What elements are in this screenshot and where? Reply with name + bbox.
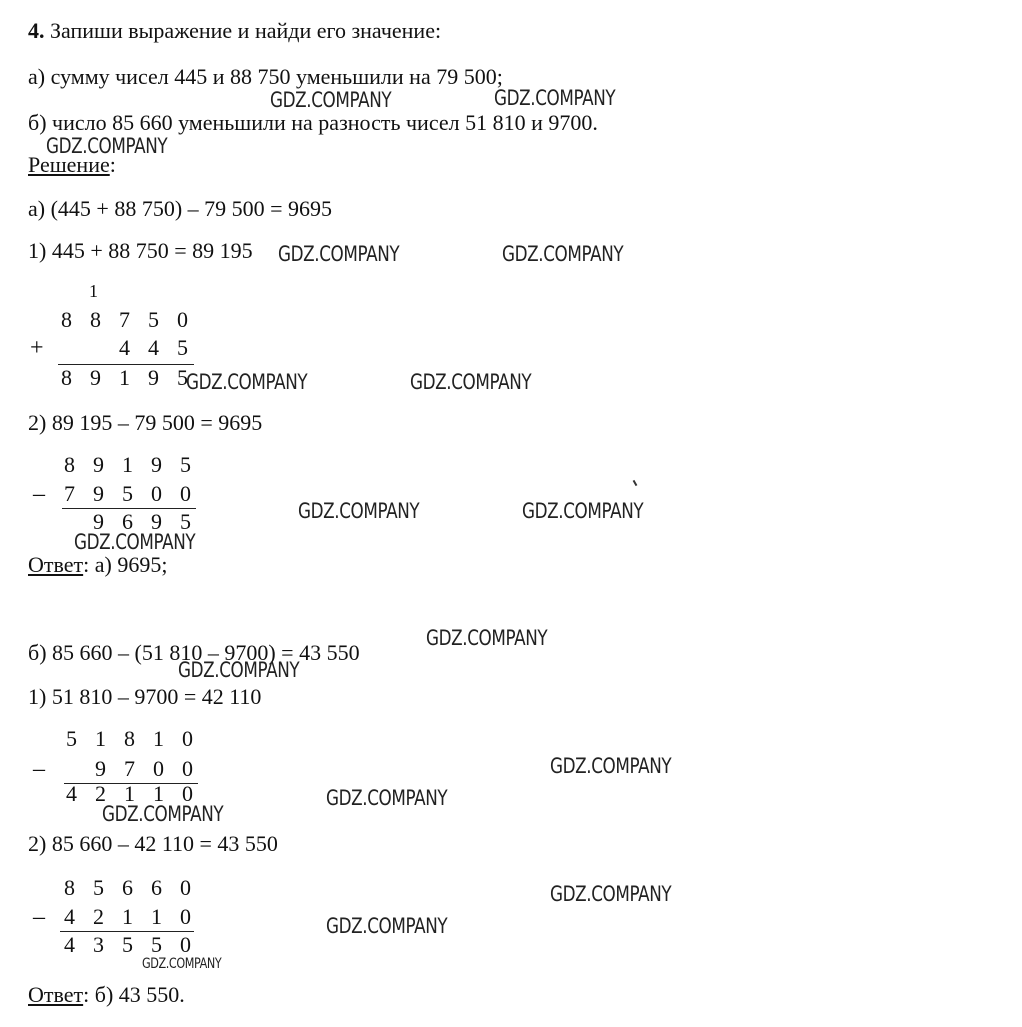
- a-add-top-row: [52, 306, 197, 334]
- digit: 0: [180, 932, 191, 957]
- digit: 8: [61, 307, 72, 332]
- b-step1: 1) 51 810 – 9700 = 42 110: [28, 684, 262, 709]
- watermark: GDZ.COMPANY: [270, 88, 392, 112]
- b-sub1-top-row: [57, 725, 202, 753]
- digit: 7: [124, 756, 135, 781]
- task-part-a: а) сумму чисел 445 и 88 750 уменьшили на 79 500;: [28, 64, 503, 89]
- digit: 1: [153, 781, 164, 806]
- digit: 5: [66, 726, 77, 751]
- b-sub2-result-row: [55, 931, 200, 959]
- solution-label: Решение: [28, 152, 110, 177]
- digit: 1: [119, 365, 130, 390]
- a-answer: [28, 552, 167, 578]
- digit: 6: [151, 875, 162, 900]
- b-expression: б) 85 660 – (51 810 – 9700) = 43 550: [28, 640, 360, 665]
- digit: 8: [124, 726, 135, 751]
- a-sub-bottom-row: [55, 480, 200, 508]
- digit: 8: [64, 452, 75, 477]
- digit: 1: [153, 726, 164, 751]
- digit: 0: [182, 726, 193, 751]
- digit: 0: [151, 481, 162, 506]
- digit: 8: [61, 365, 72, 390]
- watermark: GDZ.COMPANY: [74, 530, 196, 554]
- b-step2: 2) 85 660 – 42 110 = 43 550: [28, 831, 278, 856]
- digit: 1: [122, 904, 133, 929]
- watermark: GDZ.COMPANY: [46, 134, 168, 158]
- watermark: GDZ.COMPANY: [410, 370, 532, 394]
- digit: 4: [64, 932, 75, 957]
- digit: 9: [93, 481, 104, 506]
- watermark: GDZ.COMPANY: [178, 658, 300, 682]
- watermark: GDZ.COMPANY: [550, 882, 672, 906]
- task-header: [28, 18, 441, 44]
- digit: 6: [122, 509, 133, 534]
- b-answer-label: Ответ: [28, 982, 84, 1007]
- digit: 1: [122, 452, 133, 477]
- digit: 9: [151, 452, 162, 477]
- digit: 5: [177, 365, 188, 390]
- watermark: GDZ.COMPANY: [550, 754, 672, 778]
- a-step1: 1) 445 + 88 750 = 89 195: [28, 238, 253, 263]
- digit: 8: [64, 875, 75, 900]
- a-add-plus-sign: +: [30, 335, 44, 361]
- digit: 0: [182, 756, 193, 781]
- watermark: GDZ.COMPANY: [522, 499, 644, 523]
- watermark: GDZ.COMPANY: [494, 86, 616, 110]
- digit: 1: [124, 781, 135, 806]
- watermark: GDZ.COMPANY: [102, 802, 224, 826]
- digit: 0: [177, 307, 188, 332]
- digit: 4: [148, 335, 159, 360]
- watermark: GDZ.COMPANY: [326, 914, 448, 938]
- digit: 2: [93, 904, 104, 929]
- a-expression: а) (445 + 88 750) – 79 500 = 9695: [28, 196, 333, 221]
- digit: 5: [122, 932, 133, 957]
- digit: 1: [95, 726, 106, 751]
- a-answer-value: : а) 9695;: [83, 552, 168, 577]
- watermark: GDZ.COMPANY: [186, 370, 308, 394]
- digit: 0: [180, 481, 191, 506]
- b-sub2-top-row: [55, 874, 200, 902]
- a-add-carry: 1: [89, 281, 98, 301]
- digit: 5: [122, 481, 133, 506]
- watermark: GDZ.COMPANY: [278, 242, 400, 266]
- digit: 5: [151, 932, 162, 957]
- task-number: 4.: [28, 18, 45, 43]
- watermark: GDZ.COMPANY: [502, 242, 624, 266]
- b-sub1-minus-sign: –: [33, 756, 45, 782]
- b-answer-value: : б) 43 550.: [83, 982, 185, 1007]
- digit: 5: [148, 307, 159, 332]
- digit: 4: [119, 335, 130, 360]
- digit: 4: [66, 781, 77, 806]
- b-sub2-bottom-row: [55, 903, 200, 931]
- b-sub2-minus-sign: –: [33, 904, 45, 930]
- digit: 5: [180, 452, 191, 477]
- a-sub-minus-sign: –: [33, 481, 45, 507]
- digit: 9: [90, 365, 101, 390]
- digit: 7: [64, 481, 75, 506]
- digit: 7: [119, 307, 130, 332]
- scan-speck: [633, 480, 638, 486]
- digit: 0: [180, 904, 191, 929]
- a-answer-label: Ответ: [28, 552, 84, 577]
- digit: 0: [182, 781, 193, 806]
- digit: 6: [122, 875, 133, 900]
- watermark: GDZ.COMPANY: [298, 499, 420, 523]
- a-step2: 2) 89 195 – 79 500 = 9695: [28, 410, 263, 435]
- a-add-bottom-row: [52, 334, 197, 362]
- b-answer: [28, 982, 185, 1008]
- digit: 9: [151, 509, 162, 534]
- digit: 1: [151, 904, 162, 929]
- digit: 9: [95, 756, 106, 781]
- task-prompt: Запиши выражение и найди его значение:: [50, 18, 442, 43]
- watermark: GDZ.COMPANY: [426, 626, 548, 650]
- digit: 5: [177, 335, 188, 360]
- digit: 0: [153, 756, 164, 781]
- a-sub-top-row: [55, 451, 200, 479]
- digit: 4: [64, 904, 75, 929]
- digit: 8: [90, 307, 101, 332]
- solution-colon: :: [109, 152, 116, 177]
- watermark: GDZ.COMPANY: [142, 956, 222, 972]
- digit: 3: [93, 932, 104, 957]
- digit: 5: [180, 509, 191, 534]
- digit: 5: [93, 875, 104, 900]
- digit: 2: [95, 781, 106, 806]
- watermark: GDZ.COMPANY: [326, 786, 448, 810]
- a-add-result-row: [52, 364, 197, 392]
- task-part-b: б) число 85 660 уменьшили на разность чисел 51 810 и 9700.: [28, 110, 598, 135]
- digit: 0: [180, 875, 191, 900]
- digit: 9: [148, 365, 159, 390]
- b-sub1-bottom-row: [57, 755, 202, 783]
- digit: 9: [93, 452, 104, 477]
- digit: 9: [93, 509, 104, 534]
